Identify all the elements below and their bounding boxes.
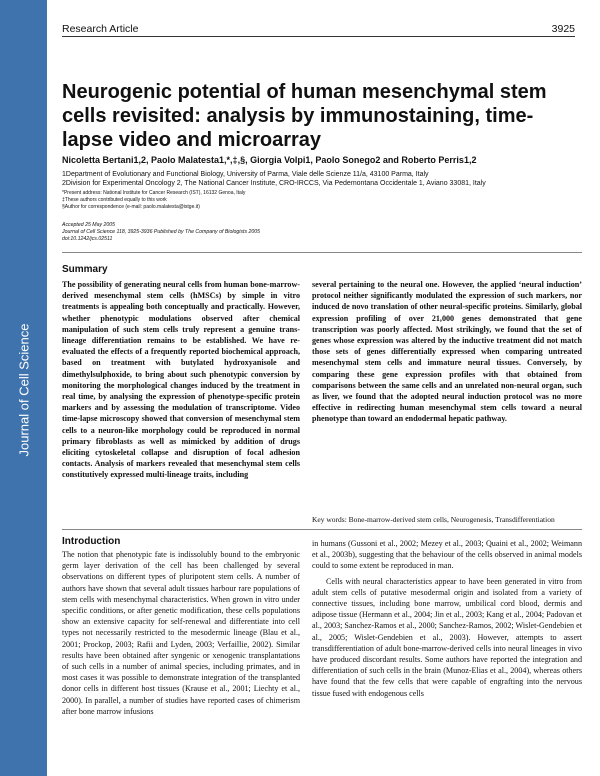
introduction-paragraph: in humans (Gussoni et al., 2002; Mezey et al., 2003; Quaini et al., 2002; Weimann et al., 2003b), suggesting that the behaviour of the cells observed in animal models could to some extent be reproduced in man. — [312, 539, 582, 571]
author-list: Nicoletta Bertani1,2, Paolo Malatesta1,*,‡,§, Giorgia Volpi1, Paolo Sonego2 and Roberto Perris1,2 — [62, 155, 477, 165]
page-number: 3925 — [551, 23, 575, 35]
keywords: Key words: Bone-marrow-derived stem cells, Neurogenesis, Transdifferentiation — [312, 515, 555, 524]
affiliation-1: 1Department of Evolutionary and Functional Biology, University of Parma, Viale delle Scienze 11/a, 43100 Parma, Italy — [62, 171, 429, 178]
accepted-date: Accepted 25 May 2005 — [62, 222, 116, 228]
introduction-column-1: The notion that phenotypic fate is indissolubly bound to the embryonic germ layer derivation of the cell has been challenged by several observations on different types of pluripotent stem cells. A number of authors have shown that several adult tissues harbour rare populations of stem cells with mesenchymal characteristics. When grown in vitro under specific conditions, or after genetic modification, these cells populations show an extensive capacity for self-renewal and differentiate into cell types not necessarily restricted to the mesodermic lineage (Blau et al., 2001; Prockop, 2003; Rafii and Lyden, 2003; Verfaillie, 2002). Similar results have been obtained after syngenic or xenogenic transplantations of such cells in a number of animal species, including primates, and in most cases it was possible to demonstrate integration of the transplanted donor cells in different host tissues (Krause et al., 2001; Liechty et al., 2000). In parallel, a number of studies have reported cases of chimerism after bone marrow infusions — [62, 550, 300, 716]
introduction-column-2 — [312, 538, 582, 699]
summary-top-rule — [62, 252, 582, 253]
affiliation-2: 2Division for Experimental Oncology 2, The National Cancer Institute, CRO-IRCCS, Via Pedemontana Occidentale 1, Aviano 33081, Italy — [62, 180, 486, 187]
author-notes — [62, 190, 582, 211]
journal-citation: Journal of Cell Science 118, 3925-3936 Published by The Company of Biologists 2005 — [62, 229, 261, 235]
publication-info — [62, 222, 582, 243]
intro-top-rule — [62, 529, 582, 530]
affiliations — [62, 170, 582, 188]
journal-name: Journal of Cell Science — [16, 323, 32, 457]
note-equal-contribution: ‡These authors contributed equally to this work — [62, 197, 167, 203]
summary-heading: Summary — [62, 264, 108, 275]
summary-column-1: The possibility of generating neural cells from human bone-marrow-derived mesenchymal stem cells (hMSCs) by simple in vitro treatments is appealing both conceptually and practically. However, whether phenotypic modulations observed after chemical manipulation of such stem cells truly represent a genuine trans-lineage differentiation remains to be established. We have re-evaluated the effects of a frequently reported biochemical approach, based on treatment with butylated hydroxyanisole and dimethylsulphoxide, to bring about such phenotypic conversion by monitoring the morphological changes induced by the treatment in real time, by analysing the expression of phenotype-specific protein markers and by assessing the modulation of transcriptome. Video time-lapse microscopy showed that conversion of mesenchymal stem cells to a neuron-like morphology could be reproduced in normal primary fibroblasts as well as mimicked by addition of drugs eliciting cytoskeletal collapse and disruption of focal adhesion contacts. Analysis of markers revealed that mesenchymal stem cells constitutively expressed multi-lineage traits, including — [62, 280, 300, 480]
section-label: Research Article — [62, 23, 139, 35]
journal-name-box — [6, 315, 42, 465]
journal-sidebar — [0, 0, 47, 776]
note-present-address: *Present address: National Institute for Cancer Research (IST), 16132 Genoa, Italy — [62, 190, 246, 196]
doi: doi:10.1242/jcs.02511 — [62, 236, 113, 242]
note-correspondence: §Author for correspondence (e-mail: paolo.malatesta@istge.it) — [62, 204, 200, 210]
header-rule — [62, 36, 575, 37]
summary-column-2: several pertaining to the neural one. However, the applied ‘neural induction’ protocol neither significantly modulated the expression of such markers, nor induced de novo translation of other neural-specific proteins. Similarly, global expression profiling of over 21,000 genes demonstrated that gene transcription was poorly affected. Most strikingly, we found that the set of genes whose expression was altered by the inductive treatment did not match those sets of genes differentially expressed when comparing untreated mesenchymal stem cells and immature neural tissues. Conversely, by comparing these gene expression profiles with that obtained from comparisons between the same cells and an unrelated non-neural organ, such as liver, we found that the adopted neural induction protocol was no more effective in redirecting human mesenchymal stem cells toward a neural phenotype than toward an endodermal hepatic pathway. — [312, 280, 582, 424]
introduction-paragraph: Cells with neural characteristics appear to have been generated in vitro from adult stem cells of putative mesodermal origin and isolated from a variety of connective tissues, including bone marrow, umbilical cord blood, dermis and adipose tissue (Hermann et al., 2004; Jin et al., 2003; Kang et al., 2004; Padovan et al., 2003; Sanchez-Ramos et al., 2000; Sanchez-Ramos, 2002; Wislet-Gendebien et al., 2005; Wislet-Gendebien et al., 2003). However, attempts to assert transdifferentiation of adult bone-marrow-derived cells into neural lineages in vivo have produced discordant results. Some authors have reported the integration and differentiation of such cells in the brain (Munoz-Elias et al., 2004), whereas others have found that the few cells that were capable of engrafting into the nervous tissue fused with endogenous cells — [312, 576, 582, 698]
article-title: Neurogenic potential of human mesenchymal stem cells revisited: analysis by immunostaining, time-lapse video and microarray — [62, 81, 547, 151]
introduction-heading: Introduction — [62, 536, 121, 547]
